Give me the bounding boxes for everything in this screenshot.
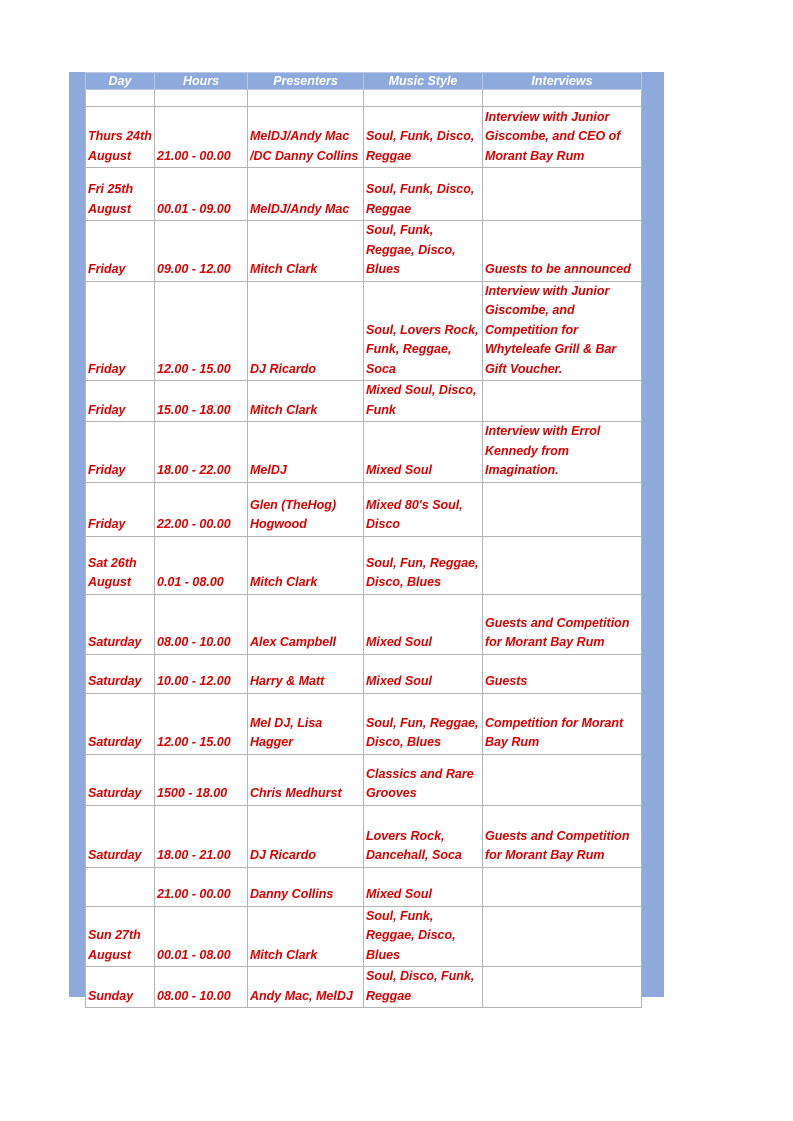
presenters-cell: Danny Collins: [248, 867, 364, 906]
day-cell: Saturday: [86, 594, 155, 654]
table-row: [86, 536, 642, 594]
interviews-cell: Interview with Junior Giscombe, and Competition for Whyteleafe Grill & Bar Gift Voucher.: [483, 281, 642, 381]
table-row: [86, 168, 642, 221]
music-style-cell: Soul, Funk, Disco, Reggae: [364, 107, 483, 168]
presenters-cell: Mel DJ, Lisa Hagger: [248, 693, 364, 754]
music-style-cell: Mixed Soul: [364, 654, 483, 693]
presenters-cell: MelDJ: [248, 422, 364, 483]
hours-cell: 18.00 - 22.00: [155, 422, 248, 483]
music-style-cell: Lovers Rock, Dancehall, Soca: [364, 805, 483, 867]
day-cell: Friday: [86, 422, 155, 483]
presenters-cell: Mitch Clark: [248, 906, 364, 967]
hours-cell: 21.00 - 00.00: [155, 107, 248, 168]
music-style-cell: Soul, Lovers Rock, Funk, Reggae, Soca: [364, 281, 483, 381]
hours-cell: 0.01 - 08.00: [155, 536, 248, 594]
hours-cell: 18.00 - 21.00: [155, 805, 248, 867]
day-cell: Friday: [86, 221, 155, 282]
hours-cell: 1500 - 18.00: [155, 754, 248, 805]
music-style-cell: Mixed 80's Soul, Disco: [364, 482, 483, 536]
schedule-table: [85, 72, 642, 1008]
table-row: [86, 381, 642, 422]
table-row: [86, 422, 642, 483]
table-row: [86, 107, 642, 168]
presenters-cell: DJ Ricardo: [248, 281, 364, 381]
interviews-cell: Guests and Competition for Morant Bay Rum: [483, 594, 642, 654]
hours-cell: 21.00 - 00.00: [155, 867, 248, 906]
interviews-cell: [483, 754, 642, 805]
interviews-cell: [483, 482, 642, 536]
header-interviews: Interviews: [483, 73, 642, 90]
interviews-cell: [483, 536, 642, 594]
header-day: Day: [86, 73, 155, 90]
music-style-cell: Soul, Funk, Reggae, Disco, Blues: [364, 906, 483, 967]
day-cell: Sunday: [86, 967, 155, 1008]
table-row: [86, 693, 642, 754]
day-cell: Saturday: [86, 754, 155, 805]
hours-cell: 12.00 - 15.00: [155, 693, 248, 754]
music-style-cell: Mixed Soul: [364, 594, 483, 654]
presenters-cell: Harry & Matt: [248, 654, 364, 693]
presenters-cell: Mitch Clark: [248, 536, 364, 594]
day-cell: Sat 26th August: [86, 536, 155, 594]
music-style-cell: Soul, Disco, Funk, Reggae: [364, 967, 483, 1008]
table-row: [86, 281, 642, 381]
interviews-cell: Interview with Junior Giscombe, and CEO of Morant Bay Rum: [483, 107, 642, 168]
day-cell: Fri 25th August: [86, 168, 155, 221]
day-cell: Sun 27th August: [86, 906, 155, 967]
day-cell: Friday: [86, 381, 155, 422]
music-style-cell: Classics and Rare Grooves: [364, 754, 483, 805]
day-cell: Saturday: [86, 805, 155, 867]
day-cell: [86, 867, 155, 906]
music-style-cell: Mixed Soul, Disco, Funk: [364, 381, 483, 422]
table-row: [86, 967, 642, 1008]
hours-cell: 12.00 - 15.00: [155, 281, 248, 381]
hours-cell: 08.00 - 10.00: [155, 594, 248, 654]
hours-cell: 10.00 - 12.00: [155, 654, 248, 693]
music-style-cell: Soul, Fun, Reggae, Disco, Blues: [364, 536, 483, 594]
interviews-cell: [483, 967, 642, 1008]
day-cell: Saturday: [86, 654, 155, 693]
table-row: [86, 867, 642, 906]
music-style-cell: Soul, Funk, Disco, Reggae: [364, 168, 483, 221]
table-row: [86, 754, 642, 805]
hours-cell: 09.00 - 12.00: [155, 221, 248, 282]
interviews-cell: [483, 168, 642, 221]
day-cell: Friday: [86, 482, 155, 536]
header-hours: Hours: [155, 73, 248, 90]
hours-cell: 22.00 - 00.00: [155, 482, 248, 536]
day-cell: Thurs 24th August: [86, 107, 155, 168]
presenters-cell: Andy Mac, MelDJ: [248, 967, 364, 1008]
blank-row: [86, 90, 642, 107]
header-presenters: Presenters: [248, 73, 364, 90]
day-cell: Saturday: [86, 693, 155, 754]
music-style-cell: Soul, Funk, Reggae, Disco, Blues: [364, 221, 483, 282]
table-row: [86, 805, 642, 867]
interviews-cell: Competition for Morant Bay Rum: [483, 693, 642, 754]
interviews-cell: Guests and Competition for Morant Bay Rum: [483, 805, 642, 867]
interviews-cell: Guests to be announced: [483, 221, 642, 282]
hours-cell: 15.00 - 18.00: [155, 381, 248, 422]
table-row: [86, 221, 642, 282]
presenters-cell: Glen (TheHog) Hogwood: [248, 482, 364, 536]
presenters-cell: DJ Ricardo: [248, 805, 364, 867]
music-style-cell: Mixed Soul: [364, 422, 483, 483]
interviews-cell: Interview with Errol Kennedy from Imagination.: [483, 422, 642, 483]
music-style-cell: Soul, Fun, Reggae, Disco, Blues: [364, 693, 483, 754]
table-row: [86, 482, 642, 536]
music-style-cell: Mixed Soul: [364, 867, 483, 906]
presenters-cell: MelDJ/Andy Mac /DC Danny Collins: [248, 107, 364, 168]
table-row: [86, 906, 642, 967]
presenters-cell: Mitch Clark: [248, 381, 364, 422]
header-music-style: Music Style: [364, 73, 483, 90]
interviews-cell: [483, 906, 642, 967]
presenters-cell: Alex Campbell: [248, 594, 364, 654]
header-row: [86, 73, 642, 90]
hours-cell: 08.00 - 10.00: [155, 967, 248, 1008]
presenters-cell: Chris Medhurst: [248, 754, 364, 805]
hours-cell: 00.01 - 08.00: [155, 906, 248, 967]
interviews-cell: [483, 381, 642, 422]
interviews-cell: Guests: [483, 654, 642, 693]
presenters-cell: Mitch Clark: [248, 221, 364, 282]
interviews-cell: [483, 867, 642, 906]
table-row: [86, 654, 642, 693]
table-row: [86, 594, 642, 654]
hours-cell: 00.01 - 09.00: [155, 168, 248, 221]
day-cell: Friday: [86, 281, 155, 381]
presenters-cell: MelDJ/Andy Mac: [248, 168, 364, 221]
